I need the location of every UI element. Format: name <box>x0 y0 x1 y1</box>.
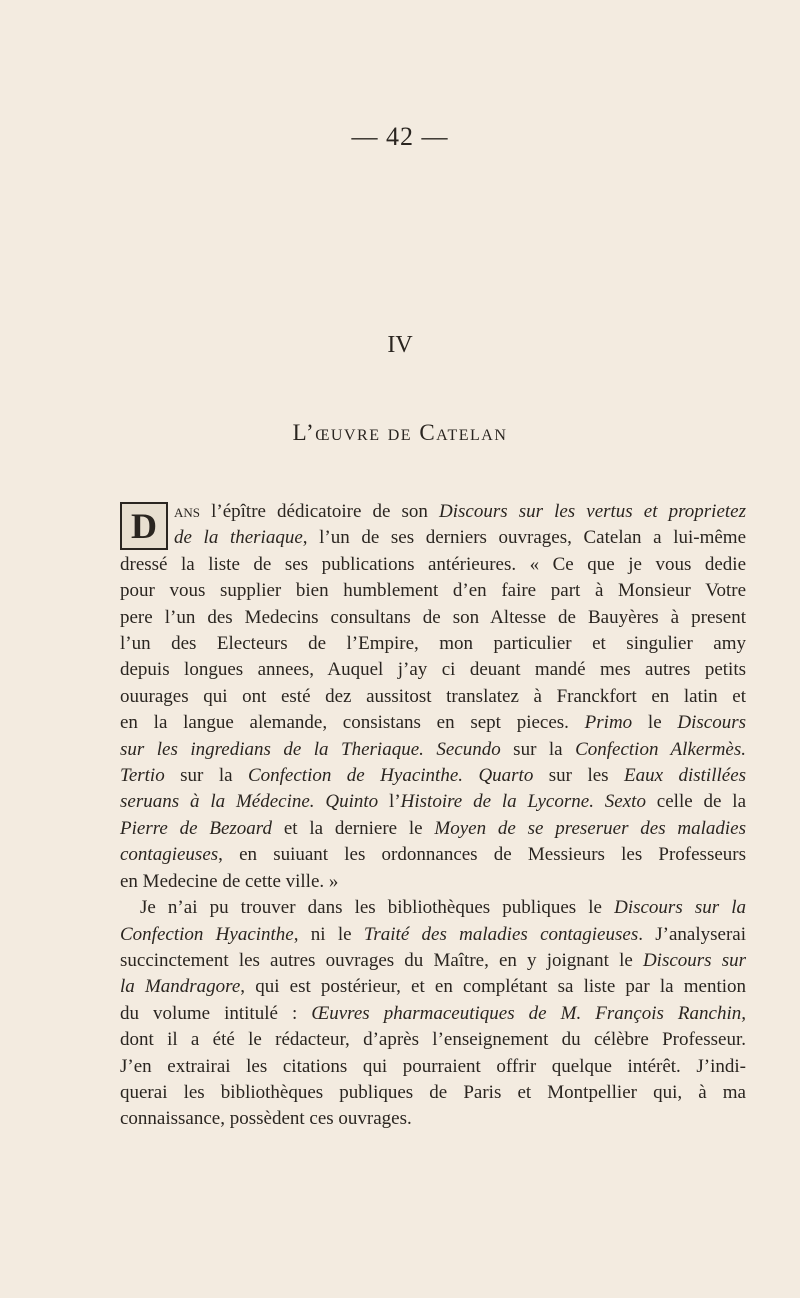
text-line: ouurages qui ont esté dez aussitost translatez à Franckfort en latin et <box>120 685 746 707</box>
page-number: — 42 — <box>351 122 449 151</box>
text-line: contagieuses, en suiuant les ordonnances de Messieurs les Professeurs <box>120 844 746 866</box>
text-line: connaissance, possèdent ces ouvrages. <box>120 1108 412 1130</box>
text-line: sur les ingredians de la Theriaque. Secundo sur la Confection Alkermès. <box>120 738 747 760</box>
text-line: en Medecine de cette ville. » <box>120 870 339 892</box>
text-line: Pierre de Bezoard et la derniere le Moyen de se preseruer des maladies <box>120 817 747 839</box>
text-line: ans l’épître dédicatoire de son Discours sur les vertus et proprietez <box>174 501 746 522</box>
text-line: pour vous supplier bien humblement d’en faire part à Monsieur Votre <box>120 580 746 602</box>
body-text <box>120 499 746 1133</box>
text-line: seruans à la Médecine. Quinto l’Histoire de la Lycorne. Sexto celle de la <box>120 791 747 813</box>
text-line: en la langue alemande, consistans en sept pieces. Primo le Discours <box>120 712 746 734</box>
text-line: de la theriaque, l’un de ses derniers ouvrages, Catelan a lui-même <box>174 527 747 549</box>
text-line: Tertio sur la Confection de Hyacinthe. Quarto sur les Eaux distillées <box>120 765 747 787</box>
text-line: l’un des Electeurs de l’Empire, mon particulier et singulier amy <box>120 633 746 655</box>
text-line: la Mandragore, qui est postérieur, et en complétant sa liste par la mention <box>120 976 747 998</box>
text-line: dont il a été le rédacteur, d’après l’enseignement du célèbre Professeur. <box>120 1029 746 1051</box>
text-line: du volume intitulé : Œuvres pharmaceutiques de M. François Ranchin, <box>120 1002 746 1024</box>
text-line: Confection Hyacinthe, ni le Traité des maladies contagieuses. J’analyserai <box>120 923 746 945</box>
chapter-number: IV <box>387 332 413 358</box>
text-line: querai les bibliothèques publiques de Paris et Montpellier qui, à ma <box>120 1081 746 1103</box>
text-line: J’en extrairai les citations qui pourraient offrir quelque intérêt. J’indi- <box>120 1055 746 1077</box>
text-line: succinctement les autres ouvrages du Maître, en y joignant le Discours sur <box>120 949 746 971</box>
text-line: Je n’ai pu trouver dans les bibliothèques publiques le Discours sur la <box>140 897 747 919</box>
text-line: depuis longues annees, Auquel j’ay ci deuant mandé mes autres petits <box>120 659 746 681</box>
chapter-title: L’œuvre de Catelan <box>292 420 508 445</box>
text-line: pere l’un des Medecins consultans de son Altesse de Bauyères à present <box>120 606 746 628</box>
dropcap-letter: D <box>120 502 168 550</box>
text-line: dressé la liste de ses publications antérieures. « Ce que je vous dedie <box>120 553 746 575</box>
